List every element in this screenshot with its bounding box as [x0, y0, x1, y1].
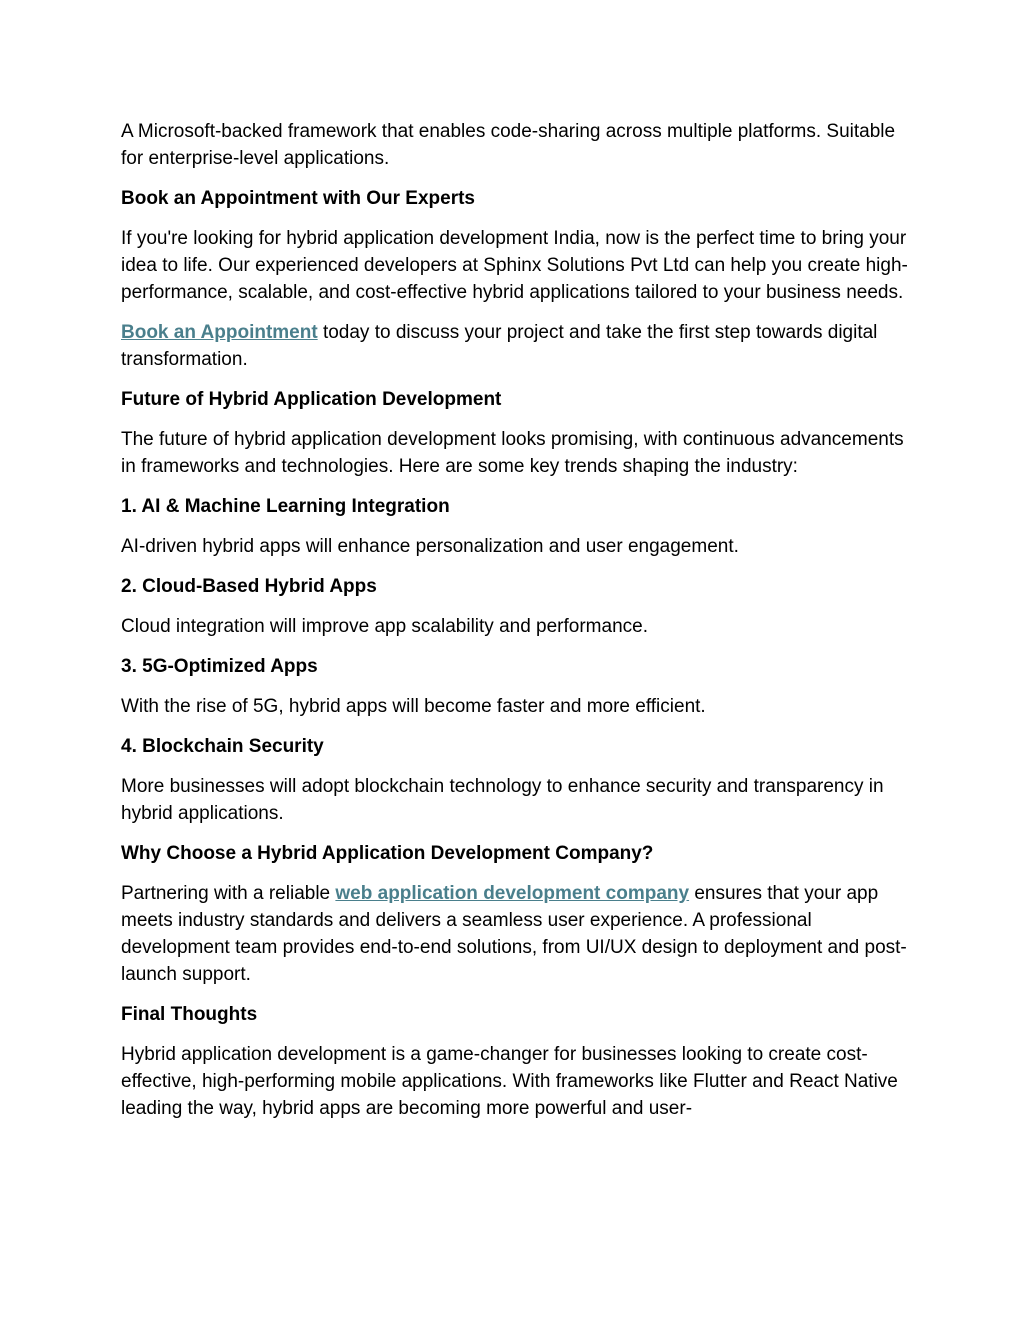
intro-paragraph: A Microsoft-backed framework that enables code-sharing across multiple platforms. Suitable for enterprise-level applications. — [121, 121, 896, 169]
trend-text-blockchain: More businesses will adopt blockchain technology to enhance security and transparency in hybrid applications. — [121, 776, 884, 824]
final-paragraph: Hybrid application development is a game-changer for businesses looking to create cost-effective, high-performing mobile applications. With frameworks like Flutter and React Native leading the way, hybrid apps are becoming more powerful and user- — [121, 1044, 898, 1119]
appointment-cta-paragraph — [121, 319, 911, 373]
trend-heading-cloud: 2. Cloud-Based Hybrid Apps — [121, 576, 377, 597]
why-heading: Why Choose a Hybrid Application Development Company? — [121, 843, 654, 864]
trend-heading-blockchain: 4. Blockchain Security — [121, 736, 324, 757]
appointment-paragraph: If you're looking for hybrid application development India, now is the perfect time to bring your idea to life. Our experienced developers at Sphinx Solutions Pvt Ltd can help you create high-performance, scalable, and cost-effective hybrid applications tailored to your business needs. — [121, 228, 908, 303]
book-appointment-link[interactable]: Book an Appointment — [121, 322, 318, 343]
trend-text-5g: With the rise of 5G, hybrid apps will become faster and more efficient. — [121, 696, 706, 717]
trend-text-ai: AI-driven hybrid apps will enhance personalization and user engagement. — [121, 536, 739, 557]
web-app-company-link[interactable]: web application development company — [335, 883, 690, 904]
appointment-cta-text: today to discuss your project and take the first step towards digital transformation. — [121, 322, 878, 370]
why-prefix-text: Partnering with a reliable — [121, 883, 336, 904]
why-paragraph — [121, 880, 911, 988]
trend-text-cloud: Cloud integration will improve app scalability and performance. — [121, 616, 648, 637]
final-heading: Final Thoughts — [121, 1004, 258, 1025]
future-paragraph: The future of hybrid application development looks promising, with continuous advancements in frameworks and technologies. Here are some key trends shaping the industry: — [121, 429, 904, 477]
trend-heading-ai: 1. AI & Machine Learning Integration — [121, 496, 450, 517]
why-suffix-text: ensures that your app meets industry standards and delivers a seamless user experience. A professional development team provides end-to-end solutions, from UI/UX design to deployment and post-launch support. — [121, 883, 907, 985]
trend-heading-5g: 3. 5G-Optimized Apps — [121, 656, 318, 677]
document-page — [121, 118, 911, 1135]
future-heading: Future of Hybrid Application Development — [121, 389, 502, 410]
appointment-heading: Book an Appointment with Our Experts — [121, 188, 475, 209]
